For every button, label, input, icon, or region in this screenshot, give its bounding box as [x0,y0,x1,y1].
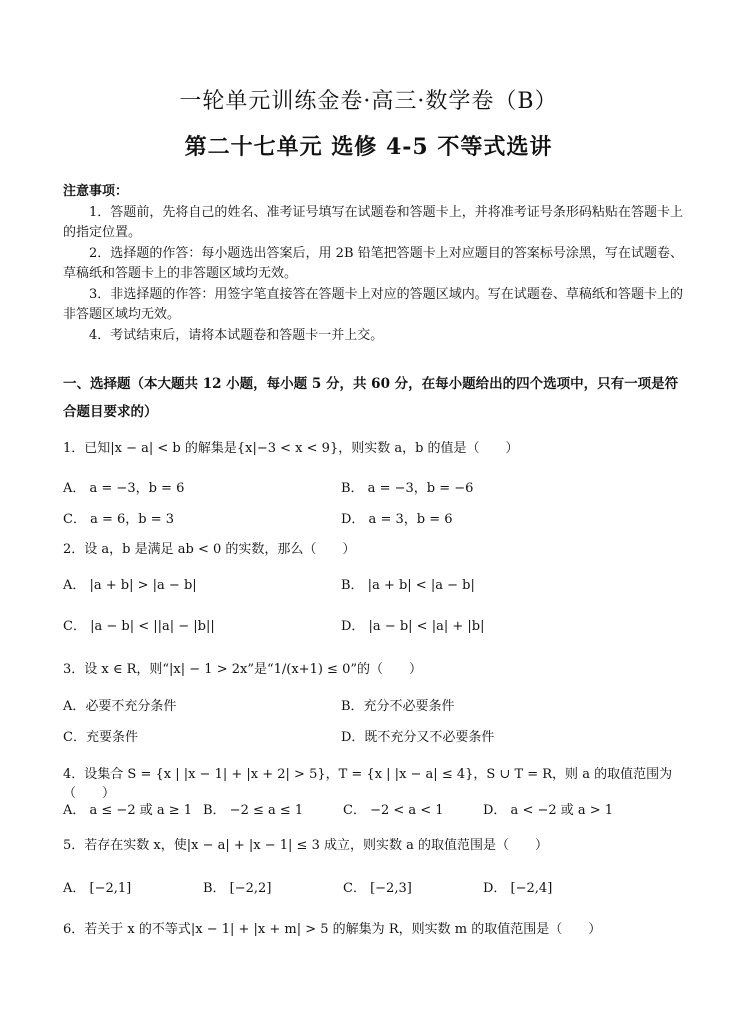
question-stem: 3．设 x ∈ R，则“|x| − 1 > 2x”是“1/(x+1) ≤ 0”的（ ） [63,662,422,677]
notice-item: 1．答题前，先将自己的姓名、准考证号填写在试题卷和答题卡上，并将准考证号条形码粘贴在答题卡上的指定位置。 [63,204,683,240]
option-c: C．充要条件 [63,730,138,745]
question-stem: 6．若关于 x 的不等式|x − 1| + |x + m| > 5 的解集为 R，则实数 m 的取值范围是（ ） [63,922,602,937]
question-stem: 2．设 a，b 是满足 ab < 0 的实数，那么（ ） [63,542,356,557]
option-a: A． a = −3，b = 6 [63,481,185,496]
option-a: A．必要不充分条件 [63,699,177,714]
notice-item: 4．考试结束后，请将本试题卷和答题卡一并上交。 [89,327,384,343]
unit-title: 第二十七单元 选修 4-5 不等式选讲 [184,134,553,160]
option-a: A． a ≤ −2 或 a ≥ 1 [63,803,193,818]
option-b: B． |a + b| < |a − b| [341,578,475,593]
option-a: A． [−2,1] [63,881,132,896]
notice-block [63,182,683,346]
notice-item: 3．非选择题的作答：用签字笔直接答在答题卡上对应的答题区域内。写在试题卷、草稿纸和答题卡上的非答题区域均无效。 [63,286,683,322]
option-d: D． a < −2 或 a > 1 [483,803,614,818]
section-heading: 一、选择题（本大题共 12 小题，每小题 5 分，共 60 分，在每小题给出的四个选项中，只有一项是符合题目要求的） [63,376,679,420]
option-d: D． [−2,4] [483,881,553,896]
question-stem: 1．已知|x − a| < b 的解集是{x|−3 < x < 9}，则实数 a，b 的值是（ ） [63,441,519,456]
option-c: C． [−2,3] [343,881,412,896]
question-stem: 5．若存在实数 x，使|x − a| + |x − 1| ≤ 3 成立，则实数 a 的取值范围是（ ） [63,838,548,853]
option-d: D． a = 3，b = 6 [341,512,453,527]
option-b: B． a = −3，b = −6 [341,481,474,496]
option-c: C． |a − b| < ||a| − |b|| [63,619,215,634]
option-c: C． −2 < a < 1 [343,803,444,818]
option-b: B．充分不必要条件 [341,699,455,714]
option-c: C． a = 6，b = 3 [63,512,175,527]
paper-title: 一轮单元训练金卷·高三·数学卷（B） [179,89,558,114]
question-stem: 4．设集合 S = {x | |x − 1| + |x + 2| > 5}，T = {x | |x − a| ≤ 4}，S ∪ T = R，则 a 的取值范围为（ ） [63,767,673,801]
option-d: D．既不充分又不必要条件 [341,730,495,745]
notice-item: 2．选择题的作答：每小题选出答案后，用 2B 铅笔把答题卡上对应题目的答案标号涂黑，写在试题卷、草稿纸和答题卡上的非答题区域均无效。 [63,245,683,281]
option-b: B． −2 ≤ a ≤ 1 [203,803,304,818]
option-d: D． |a − b| < |a| + |b| [341,619,485,634]
option-a: A． |a + b| > |a − b| [63,578,197,593]
notice-heading: 注意事项： [63,184,129,199]
option-b: B． [−2,2] [203,881,272,896]
